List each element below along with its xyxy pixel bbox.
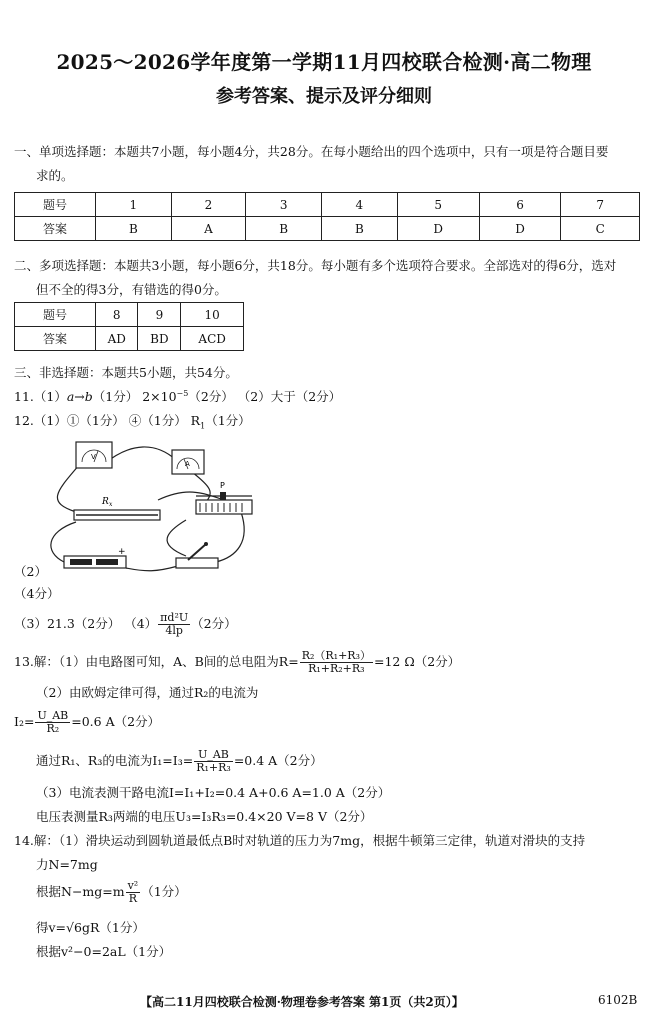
answer-cell: AD (96, 327, 138, 351)
fraction-numerator: πd²U (160, 611, 189, 624)
row-label: 答案 (15, 327, 96, 351)
table-row (15, 327, 244, 351)
fraction-denominator: 4lp (165, 624, 183, 637)
q14-line1: 14.解：（1）滑块运动到圆轨道最低点B时对轨道的压力为7mg，根据牛顿第三定律，轨道对滑块的支持 (14, 833, 586, 848)
q14-text: （1分） (141, 884, 187, 899)
multi-choice-table (14, 302, 244, 351)
question-number: 10 (181, 303, 244, 327)
question-number: 5 (397, 193, 479, 217)
q13-line5: （3）电流表测干路电流I=I₁+I₂=0.4 A+0.6 A=1.0 A（2分） (36, 785, 391, 800)
total-resistance-fraction (300, 650, 373, 675)
q12-part2-score: （4分） (14, 586, 60, 601)
battery (64, 547, 126, 568)
q14-text: 根据N−mg=m (36, 884, 125, 899)
fraction-denominator: R₂ (46, 722, 60, 735)
fraction-numerator: U_AB (37, 709, 69, 722)
answer-cell: B (322, 217, 398, 241)
centripetal-fraction (126, 880, 141, 905)
fraction-numerator: v² (127, 879, 139, 892)
ammeter (172, 450, 204, 474)
q13-line4 (36, 749, 323, 774)
q12-text: 12.（1）①（1分） ④（1分） R (14, 413, 201, 428)
battery-plus: + (118, 547, 126, 557)
section2-heading: 二、多项选择题：本题共3小题，每小题6分，共18分。每小题有多个选项符合要求。全部选对的得6分，选对 (14, 258, 617, 273)
q13-line1 (14, 650, 460, 675)
q14-line2: 力N=7mg (36, 857, 98, 872)
current-r2-fraction (35, 710, 70, 735)
row-label: 题号 (15, 303, 96, 327)
answer-cell: B (246, 217, 322, 241)
fraction-denominator: R (128, 892, 138, 905)
section3-heading: 三、非选择题：本题共5小题，共54分。 (14, 365, 238, 380)
question-number: 1 (96, 193, 172, 217)
q14-line3 (36, 880, 187, 905)
answer-cell: C (561, 217, 640, 241)
q13-text: =12 Ω（2分） (373, 654, 461, 669)
table-row (15, 217, 640, 241)
row-label: 题号 (15, 193, 96, 217)
wire (104, 447, 176, 464)
q11-part: （2分） （2）大于（2分） (188, 389, 342, 404)
q12-text: （3）21.3（2分） （4） (14, 616, 158, 631)
q13-line2: （2）由欧姆定律可得，通过R₂的电流为 (36, 685, 259, 700)
wire (126, 566, 178, 571)
voltmeter (76, 442, 112, 468)
q12-text: （1分） (205, 413, 251, 428)
wire (192, 472, 210, 502)
q13-text: I₂= (14, 714, 35, 729)
q13-text: =0.6 A（2分） (71, 714, 161, 729)
q12-sub: 1 (200, 421, 206, 431)
answer-cell: ACD (181, 327, 244, 351)
q12-part1 (14, 411, 251, 431)
voltmeter-label: V (91, 453, 96, 461)
footer-code: 6102B (598, 993, 638, 1007)
wire (167, 520, 186, 556)
slider-label: P (220, 481, 225, 490)
rheostat (196, 481, 252, 514)
question-number: 4 (322, 193, 398, 217)
q13-line3 (14, 710, 160, 735)
q11-part: （1分） 2×10 (92, 389, 177, 404)
fraction-denominator: R₁+R₂+R₃ (308, 662, 365, 675)
q13-text: 13.解：（1）由电路图可知，A、B间的总电阻为R= (14, 654, 299, 669)
answer-cell: B (96, 217, 172, 241)
q14-line4: 得v=√6gR（1分） (36, 920, 145, 935)
q11-answer (14, 387, 341, 405)
resistivity-fraction (158, 612, 190, 637)
q11-direction: a→b (66, 389, 93, 404)
wire (57, 464, 80, 512)
current-r1r3-fraction (194, 749, 233, 774)
resistor-rx (74, 497, 160, 520)
q12-part3-4 (14, 612, 237, 637)
fraction-denominator: R₁+R₃ (196, 761, 231, 774)
ammeter-label: A (185, 460, 190, 468)
table-row (15, 303, 244, 327)
rx-sub: x (109, 501, 113, 508)
q14-line5: 根据v²−0=2aL（1分） (36, 944, 172, 959)
q11-part: 11.（1） (14, 389, 67, 404)
q11-exponent: −5 (176, 388, 189, 398)
circuit-diagram (36, 432, 266, 582)
q12-text: （2分） (191, 616, 237, 631)
question-number: 8 (96, 303, 138, 327)
table-row (15, 193, 640, 217)
page-title: 2025～2026学年度第一学期11月四校联合检测·高二物理 (56, 50, 592, 74)
question-number: 2 (171, 193, 246, 217)
answer-cell: D (479, 217, 561, 241)
answer-cell: BD (138, 327, 181, 351)
question-number: 3 (246, 193, 322, 217)
q13-text: 通过R₁、R₃的电流为I₁=I₃= (36, 753, 194, 768)
footer-text: 【高二11月四校联合检测·物理卷参考答案 第1页（共2页）】 (140, 995, 464, 1009)
question-number: 7 (561, 193, 640, 217)
q12-part2-label: （2） (14, 564, 47, 579)
answer-cell: A (171, 217, 246, 241)
section2-heading-cont: 但不全的得3分，有错选的得0分。 (36, 282, 227, 297)
page-subtitle: 参考答案、提示及评分细则 (216, 86, 432, 107)
question-number: 6 (479, 193, 561, 217)
section1-heading-cont: 求的。 (36, 168, 74, 183)
wire (216, 512, 244, 562)
question-number: 9 (138, 303, 181, 327)
q13-text: =0.4 A（2分） (233, 753, 323, 768)
answer-cell: D (397, 217, 479, 241)
row-label: 答案 (15, 217, 96, 241)
section1-heading: 一、单项选择题：本题共7小题，每小题4分，共28分。在每小题给出的四个选项中，只有一项是符合题目要 (14, 144, 609, 159)
fraction-numerator: U_AB (194, 749, 233, 762)
single-choice-table (14, 192, 640, 241)
q13-line6: 电压表测量R₃两端的电压U₃=I₃R₃=0.4×20 V=8 V（2分） (36, 809, 373, 824)
fraction-numerator: R₂（R₁+R₃） (301, 649, 371, 662)
rx-label: R (102, 497, 109, 507)
